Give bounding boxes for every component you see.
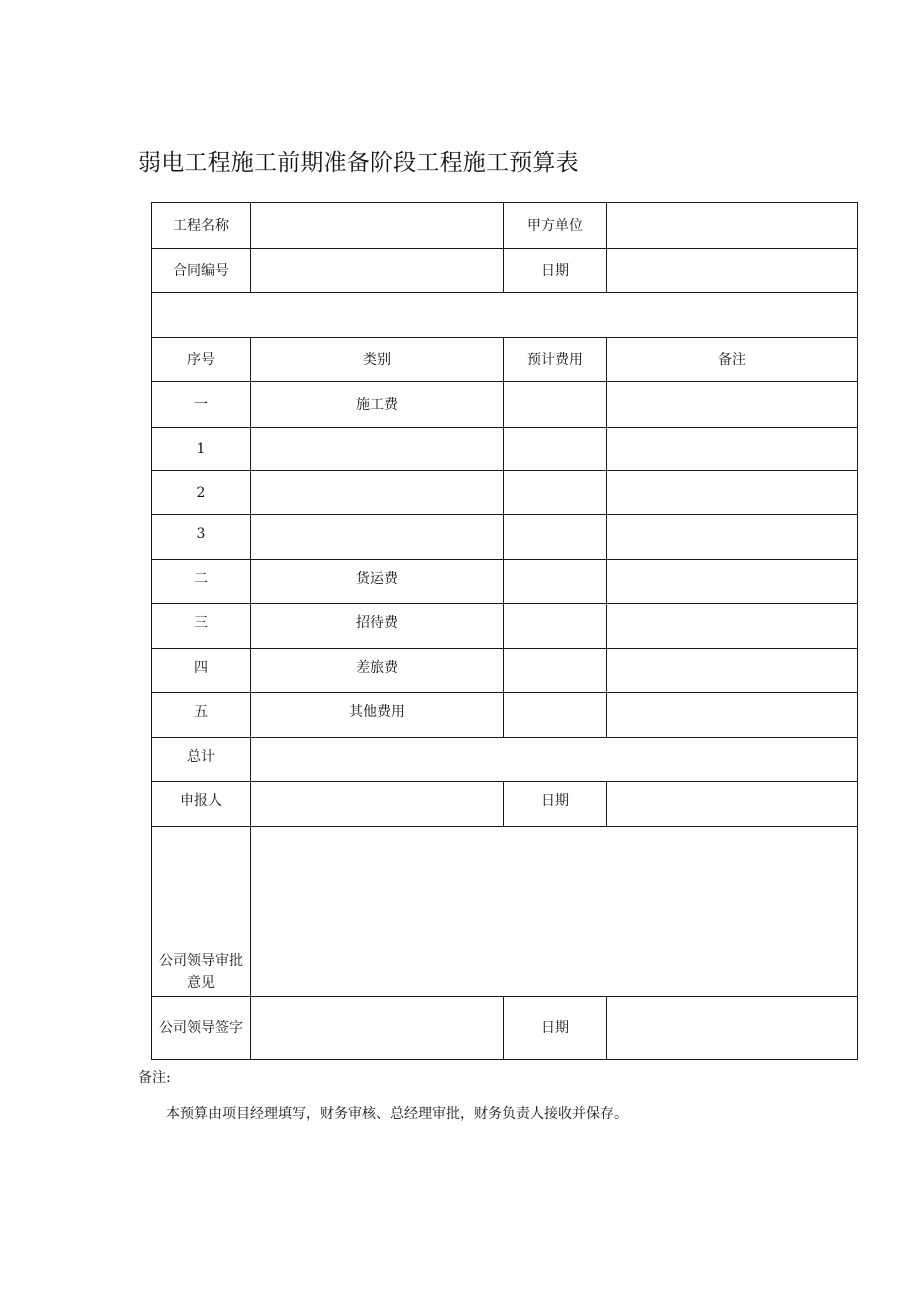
notes-text: 本预算由项目经理填写，财务审核、总经理审批，财务负责人接收并保存。 xyxy=(166,1106,628,1122)
date-field[interactable] xyxy=(607,249,858,293)
column-header-row xyxy=(152,338,858,382)
seq-cell: 1 xyxy=(152,428,251,471)
seq-cell: 一 xyxy=(152,382,251,428)
party-a-label: 甲方单位 xyxy=(504,203,607,249)
date-label: 日期 xyxy=(504,249,607,293)
category-cell[interactable] xyxy=(251,515,504,560)
total-label: 总计 xyxy=(152,738,251,782)
col-est-cost-header: 预计费用 xyxy=(504,338,607,382)
seq-cell: 二 xyxy=(152,560,251,604)
remark-cell[interactable] xyxy=(607,428,858,471)
header-row-project xyxy=(152,203,858,249)
seq-cell: 2 xyxy=(152,471,251,515)
project-name-label: 工程名称 xyxy=(152,203,251,249)
col-seq-header: 序号 xyxy=(152,338,251,382)
est-cost-cell[interactable] xyxy=(504,693,607,738)
seq-cell: 四 xyxy=(152,649,251,693)
applicant-date-label: 日期 xyxy=(504,782,607,827)
seq-cell: 三 xyxy=(152,604,251,649)
est-cost-cell[interactable] xyxy=(504,428,607,471)
contract-no-field[interactable] xyxy=(251,249,504,293)
category-cell[interactable] xyxy=(251,428,504,471)
budget-form-table xyxy=(151,202,858,1060)
remark-cell[interactable] xyxy=(607,471,858,515)
approval-label-line1: 公司领导审批 xyxy=(159,953,243,969)
applicant-row xyxy=(152,782,858,827)
header-row-contract xyxy=(152,249,858,293)
remark-cell[interactable] xyxy=(607,560,858,604)
remark-cell[interactable] xyxy=(607,649,858,693)
table-row xyxy=(152,604,858,649)
table-row xyxy=(152,560,858,604)
category-cell: 招待费 xyxy=(251,604,504,649)
col-remark-header: 备注 xyxy=(607,338,858,382)
seq-cell: 五 xyxy=(152,693,251,738)
signature-label: 公司领导签字 xyxy=(152,997,251,1060)
col-category-header: 类别 xyxy=(251,338,504,382)
est-cost-cell[interactable] xyxy=(504,649,607,693)
signature-date-field[interactable] xyxy=(607,997,858,1060)
total-field[interactable] xyxy=(251,738,858,782)
remark-cell[interactable] xyxy=(607,382,858,428)
seq-cell: 3 xyxy=(152,515,251,560)
category-cell: 其他费用 xyxy=(251,693,504,738)
est-cost-cell[interactable] xyxy=(504,515,607,560)
applicant-field[interactable] xyxy=(251,782,504,827)
project-name-field[interactable] xyxy=(251,203,504,249)
remark-cell[interactable] xyxy=(607,693,858,738)
table-row xyxy=(152,693,858,738)
est-cost-cell[interactable] xyxy=(504,382,607,428)
spacer-row xyxy=(152,293,858,338)
est-cost-cell[interactable] xyxy=(504,471,607,515)
signature-row xyxy=(152,997,858,1060)
est-cost-cell[interactable] xyxy=(504,560,607,604)
table-row xyxy=(152,471,858,515)
total-row xyxy=(152,738,858,782)
applicant-label: 申报人 xyxy=(152,782,251,827)
table-row xyxy=(152,428,858,471)
category-cell[interactable] xyxy=(251,471,504,515)
table-row xyxy=(152,515,858,560)
contract-no-label: 合同编号 xyxy=(152,249,251,293)
approval-label-line2: 意见 xyxy=(187,975,215,991)
category-cell: 货运费 xyxy=(251,560,504,604)
table-row xyxy=(152,382,858,428)
remark-cell[interactable] xyxy=(607,515,858,560)
party-a-field[interactable] xyxy=(607,203,858,249)
remark-cell[interactable] xyxy=(607,604,858,649)
category-cell: 施工费 xyxy=(251,382,504,428)
notes-label: 备注: xyxy=(138,1070,171,1086)
applicant-date-field[interactable] xyxy=(607,782,858,827)
signature-date-label: 日期 xyxy=(504,997,607,1060)
page-title: 弱电工程施工前期准备阶段工程施工预算表 xyxy=(138,150,579,176)
signature-field[interactable] xyxy=(251,997,504,1060)
blank-row-cell[interactable] xyxy=(152,293,858,338)
approval-opinion-field[interactable] xyxy=(251,827,858,997)
table-row xyxy=(152,649,858,693)
est-cost-cell[interactable] xyxy=(504,604,607,649)
approval-label xyxy=(152,827,251,997)
approval-row xyxy=(152,827,858,997)
category-cell: 差旅费 xyxy=(251,649,504,693)
